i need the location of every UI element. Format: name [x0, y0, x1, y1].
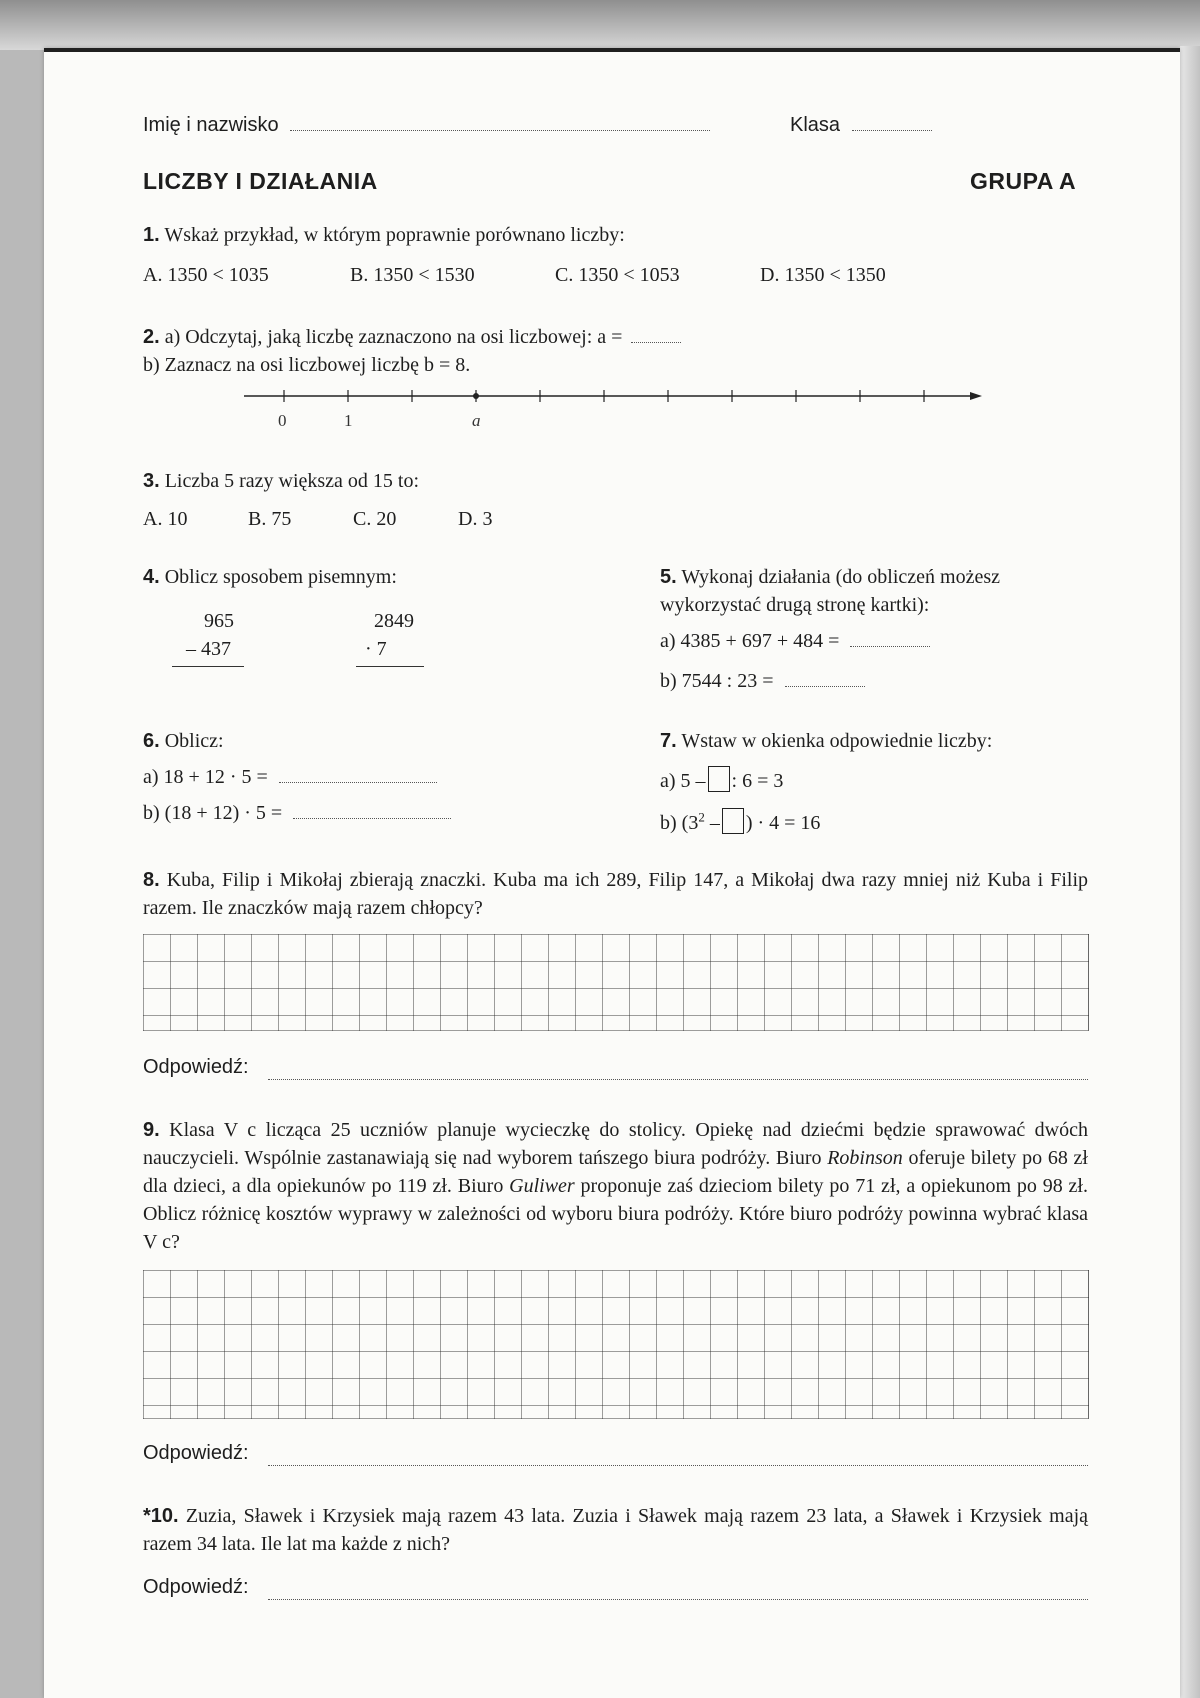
class-field: [790, 114, 932, 137]
question-text: Kuba, Filip i Mikołaj zbierają znaczki. Kuba ma ich 289, Filip 147, a Mikołaj dwa razy mniej niż Kuba i Filip razem. Ile znaczków mają razem chłopcy?: [143, 869, 1089, 919]
q7-a: [660, 766, 783, 793]
calc2-line: [356, 666, 424, 667]
q3-option-a[interactable]: A. 10: [143, 508, 188, 530]
q9-text-part3: proponuje zaś dzieciom bilety po 71 zł, a opiekunom po 98 zł. Oblicz różnicę kosztów wyprawy w zależności od wyboru biura podróży. Które biuro podróży powinna wybrać klasa V c?: [143, 1175, 1088, 1253]
number-line[interactable]: [240, 380, 985, 430]
question-number: 2.: [143, 326, 160, 348]
q6-b-answer-line[interactable]: [293, 817, 451, 819]
question-text: Zuzia, Sławek i Krzysiek mają razem 43 lata. Zuzia i Sławek mają razem 23 lata, a Sławek i Krzysiek mają razem 34 lata. Ile lat ma każde z nich?: [143, 1505, 1088, 1555]
q9-answer-line[interactable]: [268, 1464, 1088, 1466]
q3-option-c[interactable]: C. 20: [353, 508, 397, 530]
question-9: [143, 1116, 1088, 1256]
calc2-top: 2849: [374, 610, 414, 632]
q5-b: [660, 670, 865, 693]
q7-b-answer-box[interactable]: [722, 808, 744, 834]
name-label: Imię i nazwisko: [143, 114, 279, 136]
scan-background-top: [0, 0, 1200, 50]
q6-b: [143, 802, 451, 825]
q9-text-part2: oferuje bilety po 68 zł dla dzieci, a dla opiekunów po 119 zł. Biuro: [143, 1147, 1088, 1197]
q6-b-text: b) (18 + 12) · 5 =: [143, 802, 283, 824]
question-text: Oblicz sposobem pisemnym:: [164, 566, 397, 588]
question-number: 7.: [660, 730, 677, 752]
question-text: Wstaw w okienka odpowiednie liczby:: [681, 730, 993, 752]
q8-answer-line[interactable]: [268, 1078, 1088, 1080]
q8-work-grid[interactable]: [143, 934, 1089, 1031]
q2-answer-line[interactable]: [631, 341, 681, 343]
question-5-line2: wykorzystać drugą stronę kartki):: [660, 594, 930, 616]
question-number: 6.: [143, 730, 160, 752]
q9-answer-label: Odpowiedź:: [143, 1442, 249, 1464]
q3-option-b[interactable]: B. 75: [248, 508, 292, 530]
q10-answer-line[interactable]: [268, 1598, 1088, 1600]
calc2-bottom: · 7: [365, 638, 387, 660]
number-line-arrow: [970, 392, 982, 400]
question-7: [660, 730, 992, 753]
point-a-marker: [473, 393, 479, 399]
name-field: [143, 114, 710, 137]
question-text-a: a) Odczytaj, jaką liczbę zaznaczono na osi liczbowej: a =: [164, 326, 623, 348]
worksheet-title: LICZBY I DZIAŁANIA: [143, 168, 378, 194]
axis-label-0: 0: [278, 411, 287, 430]
axis-label-a: a: [472, 411, 481, 430]
question-number: 8.: [143, 869, 160, 891]
question-2-b: b) Zaznacz na osi liczbowej liczbę b = 8.: [143, 354, 471, 376]
q1-option-d[interactable]: D. 1350 < 1350: [760, 264, 886, 286]
question-1: [143, 224, 625, 247]
axis-label-1: 1: [344, 411, 353, 430]
q9-company-robinson: Robinson: [827, 1147, 903, 1169]
q6-a-answer-line[interactable]: [279, 781, 437, 783]
q7-b-exponent: 2: [698, 809, 705, 825]
question-6: [143, 730, 224, 753]
q3-option-d[interactable]: D. 3: [458, 508, 493, 530]
q6-a: [143, 766, 437, 789]
question-3: [143, 470, 419, 493]
question-number: *10.: [143, 1505, 179, 1527]
q7-a-prefix: a) 5 –: [660, 770, 706, 792]
q10-answer-label: Odpowiedź:: [143, 1576, 249, 1598]
q9-work-grid[interactable]: [143, 1270, 1089, 1419]
q1-option-c[interactable]: C. 1350 < 1053: [555, 264, 680, 286]
question-number: 3.: [143, 470, 160, 492]
q7-b-mid: –: [704, 812, 720, 834]
question-10: [143, 1502, 1088, 1558]
calc1-top: 965: [204, 610, 234, 632]
question-text: Wskaż przykład, w którym poprawnie porównano liczby:: [164, 224, 625, 246]
q6-a-text: a) 18 + 12 · 5 =: [143, 766, 268, 788]
question-8: [143, 866, 1088, 922]
class-label: Klasa: [790, 114, 841, 136]
calc1-bottom: – 437: [186, 638, 231, 660]
question-number: 1.: [143, 224, 160, 246]
calc1-line: [172, 666, 244, 667]
q8-answer-label: Odpowiedź:: [143, 1056, 249, 1078]
question-text: Liczba 5 razy większa od 15 to:: [164, 470, 420, 492]
q5-b-text: b) 7544 : 23 =: [660, 670, 774, 692]
q9-text-part1: Klasa V c licząca 25 uczniów planuje wycieczkę do stolicy. Opiekę nad dziećmi będzie sprawować dwóch nauczycieli. Wspólnie zastanawiają się nad wyborem tańszego biura podróży. Biuro: [143, 1119, 1088, 1169]
q7-b-suffix: ) · 4 = 16: [745, 812, 821, 834]
name-input-line[interactable]: [290, 129, 710, 131]
q7-b-prefix: b) (3: [660, 812, 699, 834]
q1-option-b[interactable]: B. 1350 < 1530: [350, 264, 475, 286]
q9-company-guliwer: Guliwer: [509, 1175, 575, 1197]
question-number: 5.: [660, 566, 677, 588]
group-label: GRUPA A: [970, 168, 1077, 194]
question-2: [143, 326, 681, 349]
q5-a-answer-line[interactable]: [850, 645, 930, 647]
question-text-line1: Wykonaj działania (do obliczeń możesz: [681, 566, 1000, 588]
page-top-rule: [44, 48, 1180, 52]
q7-a-answer-box[interactable]: [708, 766, 730, 792]
q5-b-answer-line[interactable]: [785, 685, 865, 687]
question-number: 9.: [143, 1119, 160, 1141]
q7-a-suffix: : 6 = 3: [731, 770, 784, 792]
q5-a: [660, 630, 930, 653]
q1-option-a[interactable]: A. 1350 < 1035: [143, 264, 269, 286]
class-input-line[interactable]: [852, 129, 932, 131]
q5-a-text: a) 4385 + 697 + 484 =: [660, 630, 840, 652]
scan-page-edge: [1180, 46, 1200, 1698]
q7-b: [660, 808, 820, 835]
question-text: Oblicz:: [164, 730, 224, 752]
question-4: [143, 566, 397, 589]
question-5: [660, 566, 1000, 589]
question-number: 4.: [143, 566, 160, 588]
